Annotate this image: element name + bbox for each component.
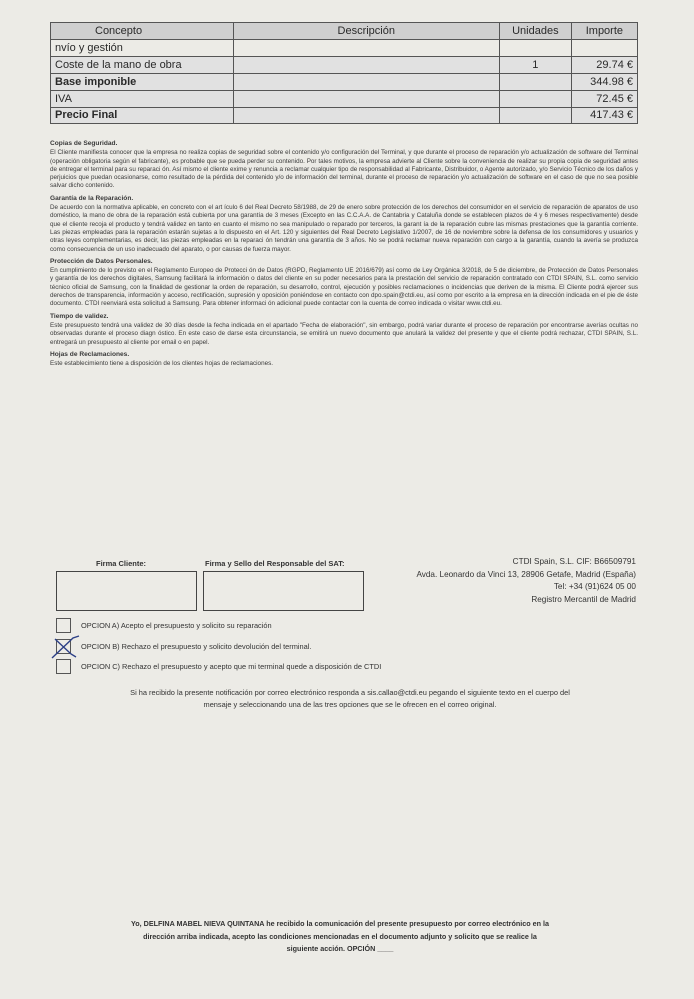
cell-units xyxy=(499,40,571,57)
option-c[interactable] xyxy=(56,659,381,674)
claims-title: Hojas de Reclamaciones. xyxy=(50,350,130,358)
ack-line-3: siguiente acción. OPCIÓN ____ xyxy=(286,944,394,953)
cell-units xyxy=(499,74,571,91)
cell-concept: Base imponible xyxy=(51,74,234,91)
acknowledgement xyxy=(90,918,590,956)
company-address: Avda. Leonardo da Vinci 13, 28906 Getafe, Madrid (España) xyxy=(416,569,636,579)
table-header-row xyxy=(51,23,638,40)
handwritten-x-mark-icon xyxy=(49,634,83,660)
sat-signature-box[interactable] xyxy=(203,571,364,611)
table-row xyxy=(51,57,638,74)
validity-title: Tiempo de validez. xyxy=(50,312,109,320)
company-phone: Tel: +34 (91)624 05 00 xyxy=(553,582,636,591)
company-info xyxy=(416,556,636,606)
cell-amount: 417.43 € xyxy=(571,108,637,124)
option-c-label: OPCION C) Rechazo el presupuesto y acepto que mi terminal quede a disposición de CTDI xyxy=(81,662,382,671)
cell-description xyxy=(233,57,499,74)
header-description: Descripción xyxy=(233,23,499,40)
cell-description xyxy=(233,91,499,108)
option-a[interactable] xyxy=(56,618,272,633)
claims-text: Este establecimiento tiene a disposición de los clientes hojas de reclamaciones. xyxy=(50,360,273,368)
cell-concept: Coste de la mano de obra xyxy=(51,57,234,74)
header-units: Unidades xyxy=(499,23,571,40)
table-row xyxy=(51,91,638,108)
warranty-title: Garantía de la Reparación. xyxy=(50,194,134,202)
legal-terms xyxy=(50,138,638,372)
ack-line-1: Yo, DELFINA MABEL NIEVA QUINTANA he recibido la comunicación del presente presupuesto por correo electrónico en la xyxy=(130,919,549,928)
option-b-checkbox[interactable] xyxy=(56,639,71,654)
ack-line-2: dirección arriba indicada, acepto las condiciones mencionadas en el documento adjunto y solicito que se realice la xyxy=(143,931,537,941)
cell-concept: IVA xyxy=(51,91,234,108)
privacy-text: En cumplimiento de lo previsto en el Reglamento Europeo de Protecci ón de Datos (RGPD, Reglamento UE 2016/679) así como de Ley Orgánica 3/2018, de 5 de diciembre, de Protección de Datos Personales y garantía de los derechos digitales, Samsung facilitará la información o datos del cliente en su poder necesarios para la prestación del servicio de reparación contratado con CTDI SPAIN, S.L. como servicio técnico oficial de Samsung, con la finalidad de gestionar la orden de reparación, su desarrollo, control, ejecución y posibles reclamaciones o incidencias que deriven de la misma. El Cliente podrá ejercer sus derechos de transparencia, información y acceso, rectificación, supresión y oposición poniéndose en contacto con dpo.spain@ctdi.eu, así como por escrito a la empresa en la dirección indicada en el pie de éste documento. CTDI reenviará esta solicitud a Samsung. Para obtener informaci ón adicional puede contactar con la cuenta de correo indicada o visitar www.ctdi.eu. xyxy=(50,267,638,308)
email-note-line-2: mensaje y seleccionando una de las tres opciones que se le ofrecen en el correo original. xyxy=(203,700,497,709)
validity-text: Este presupuesto tendrá una validez de 30 días desde la fecha indicada en el apartado "Fecha de elaboración", sin embargo, podrá variar durante el proceso de reparación por encontrarse averías ocultas no observadas durante el proceso diagn óstico. En este caso de darse esta circunstancia, se emitirá un nuevo documento que anulará la validez del presente y que el cliente podrá rechazar, CTDI SPAIN, S.L. entregará un presupuesto al cliente por email o en papel. xyxy=(50,321,638,346)
option-b-label: OPCION B) Rechazo el presupuesto y solicito devolución del terminal. xyxy=(81,642,312,651)
cell-concept: Precio Final xyxy=(51,108,234,124)
backup-text: El Cliente manifiesta conocer que la empresa no realiza copias de seguridad sobre el contenido y/o configuración del Terminal, y que durante el proceso de reparación y/o actualización de software del Terminal (operación obligatoria según el fabricante), es probable que se pueda perder su contenido. Por tales motivos, la empresa advierte al Cliente sobre la conveniencia de realizar su propia copia de seguridad antes de entregar el terminal para su reparaci ón. Así mismo el cliente exime y renuncia a reclamar cualquier tipo de responsabilidad al Fabricante, Distribuidor, o Agente autorizado, y/o Servicio Técnico de los daños y perjuicios que puedan ocasionarse, como resultado de la pérdida del contenido y/o de información del terminal, durante el proceso de reparación y/o actualización de software en el caso de que no sea posible salvar dicho contenido. xyxy=(50,149,638,190)
sat-signature-label: Firma y Sello del Responsable del SAT: xyxy=(205,559,345,568)
cell-units: 1 xyxy=(499,57,571,74)
table-row xyxy=(51,108,638,124)
cell-amount xyxy=(571,40,637,57)
quote-table xyxy=(50,22,638,124)
table-row xyxy=(51,74,638,91)
email-note-line-1: Si ha recibido la presente notificación por correo electrónico responda a sis.callao@ctdi.eu pegando el siguiente texto en el cuerpo del xyxy=(130,688,570,697)
client-signature-box[interactable] xyxy=(56,571,197,611)
privacy-title: Protección de Datos Personales. xyxy=(50,257,153,265)
cell-description xyxy=(233,74,499,91)
option-a-checkbox[interactable] xyxy=(56,618,71,633)
cell-units xyxy=(499,108,571,124)
company-name-cif: CTDI Spain, S.L. CIF: B66509791 xyxy=(512,557,636,566)
backup-title: Copias de Seguridad. xyxy=(50,140,118,147)
cell-amount: 72.45 € xyxy=(571,91,637,108)
client-signature-label: Firma Cliente: xyxy=(96,559,147,568)
warranty-text: De acuerdo con la normativa aplicable, en concreto con el art ículo 6 del Real Decreto 58/1988, de 29 de enero sobre protección de los derechos del consumidor en el servicio de reparación de aparatos de uso doméstico, la mano de obra de la reparación está cubierta por una garantía de 3 meses (Excepto en las C.C.A.A. de Cantabria y Cataluña donde se establecen plazos de 4 y 6 meses respectivamente) desde que el cliente recoja el producto y tendrá validez en tanto en cuanto el mismo no sea manipulado o reparado por terceros, la garant ía de la reparación cubre las mismas prestaciones que la garantía corriente. Las piezas empleadas para la reparación estarán sujetas a lo dispuesto en el Art. 120 y siguientes del Real Decreto Legislativo 1/2007, de 16 de noviembre sobre la defensa de los consumidores y usuarios y otras leyes complementarias, es decir, las piezas empleadas en la reparaci ón tendrán una garantía de 3 años. No se podrá reclamar nueva reparación con cargo a la garantía, cuando la avería se produzca como consecuencia de un uso inadecuado del aparato, o por causas de fuerza mayor. xyxy=(50,204,638,253)
company-registry: Registro Mercantil de Madrid xyxy=(531,594,636,604)
header-concept: Concepto xyxy=(51,23,234,40)
option-c-checkbox[interactable] xyxy=(56,659,71,674)
cell-concept: nvío y gestión xyxy=(51,40,234,57)
header-amount: Importe xyxy=(571,23,637,40)
cell-amount: 344.98 € xyxy=(571,74,637,91)
option-b[interactable] xyxy=(56,639,311,654)
table-row xyxy=(51,40,638,57)
cell-amount: 29.74 € xyxy=(571,57,637,74)
email-instructions xyxy=(90,687,610,711)
cell-description xyxy=(233,108,499,124)
option-a-label: OPCION A) Acepto el presupuesto y solicito su reparación xyxy=(81,621,272,630)
cell-units xyxy=(499,91,571,108)
cell-description xyxy=(233,40,499,57)
